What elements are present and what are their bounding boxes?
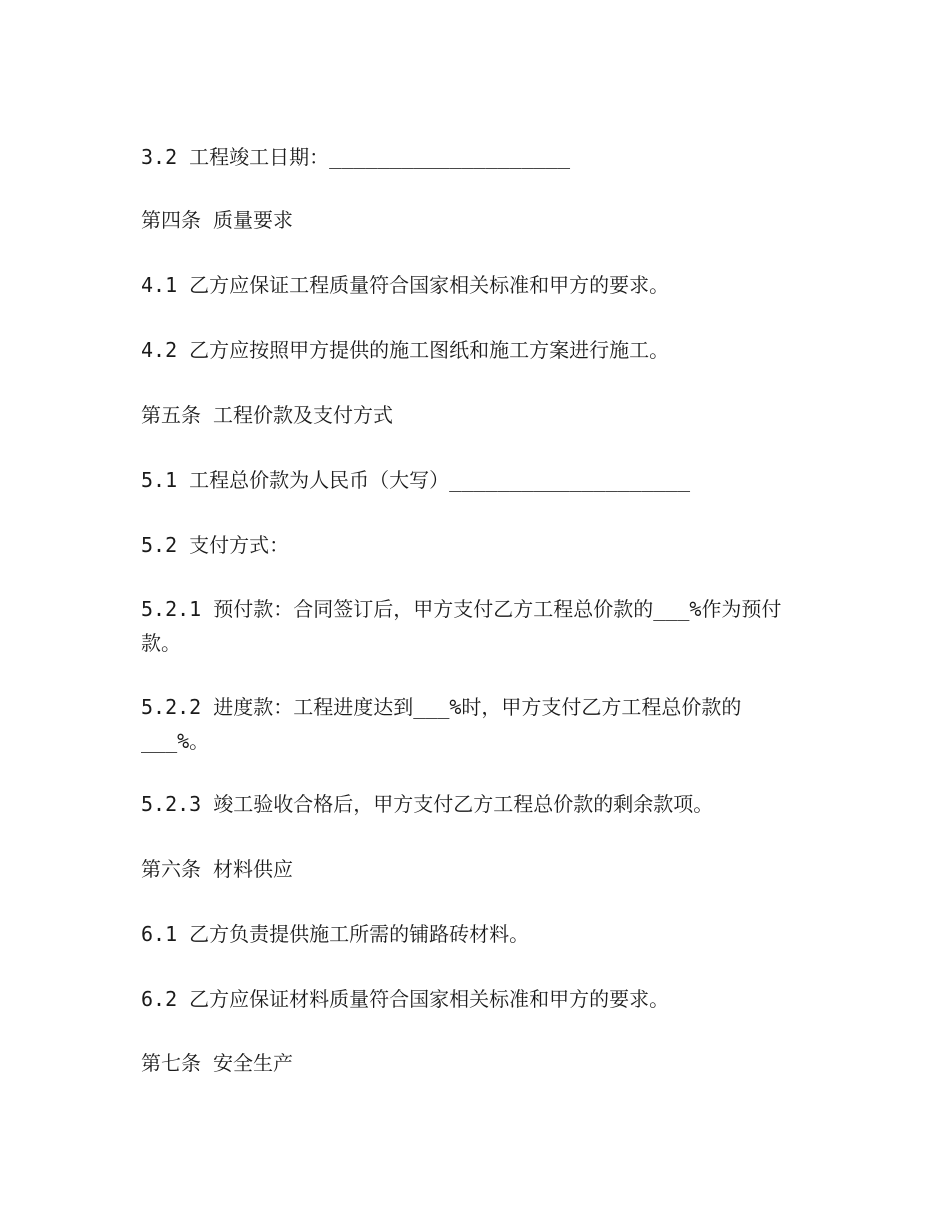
article-4-heading: 第四条 质量要求 — [141, 208, 294, 232]
clause-6-1: 6.1 乙方负责提供施工所需的铺路砖材料。 — [141, 922, 530, 946]
clause-4-1: 4.1 乙方应保证工程质量符合国家相关标准和甲方的要求。 — [141, 273, 670, 297]
article-6-heading: 第六条 材料供应 — [141, 857, 294, 881]
clause-5-2-3: 5.2.3 竣工验收合格后，甲方支付乙方工程总价款的剩余款项。 — [141, 792, 714, 816]
clause-5-2: 5.2 支付方式： — [141, 533, 290, 557]
clause-5-2-2: 5.2.2 进度款：工程进度达到___%时，甲方支付乙方工程总价款的___%。 — [141, 695, 742, 753]
article-7-heading: 第七条 安全生产 — [141, 1051, 294, 1075]
clause-4-2: 4.2 乙方应按照甲方提供的施工图纸和施工方案进行施工。 — [141, 338, 670, 362]
clause-6-2: 6.2 乙方应保证材料质量符合国家相关标准和甲方的要求。 — [141, 987, 670, 1011]
clause-3-2-completion-date: 3.2 工程竣工日期：____________________ — [141, 145, 570, 169]
clause-5-2-1: 5.2.1 预付款：合同签订后，甲方支付乙方工程总价款的___%作为预付款。 — [141, 597, 782, 655]
clause-5-1: 5.1 工程总价款为人民币（大写）____________________ — [141, 468, 690, 492]
article-5-heading: 第五条 工程价款及支付方式 — [141, 403, 394, 427]
